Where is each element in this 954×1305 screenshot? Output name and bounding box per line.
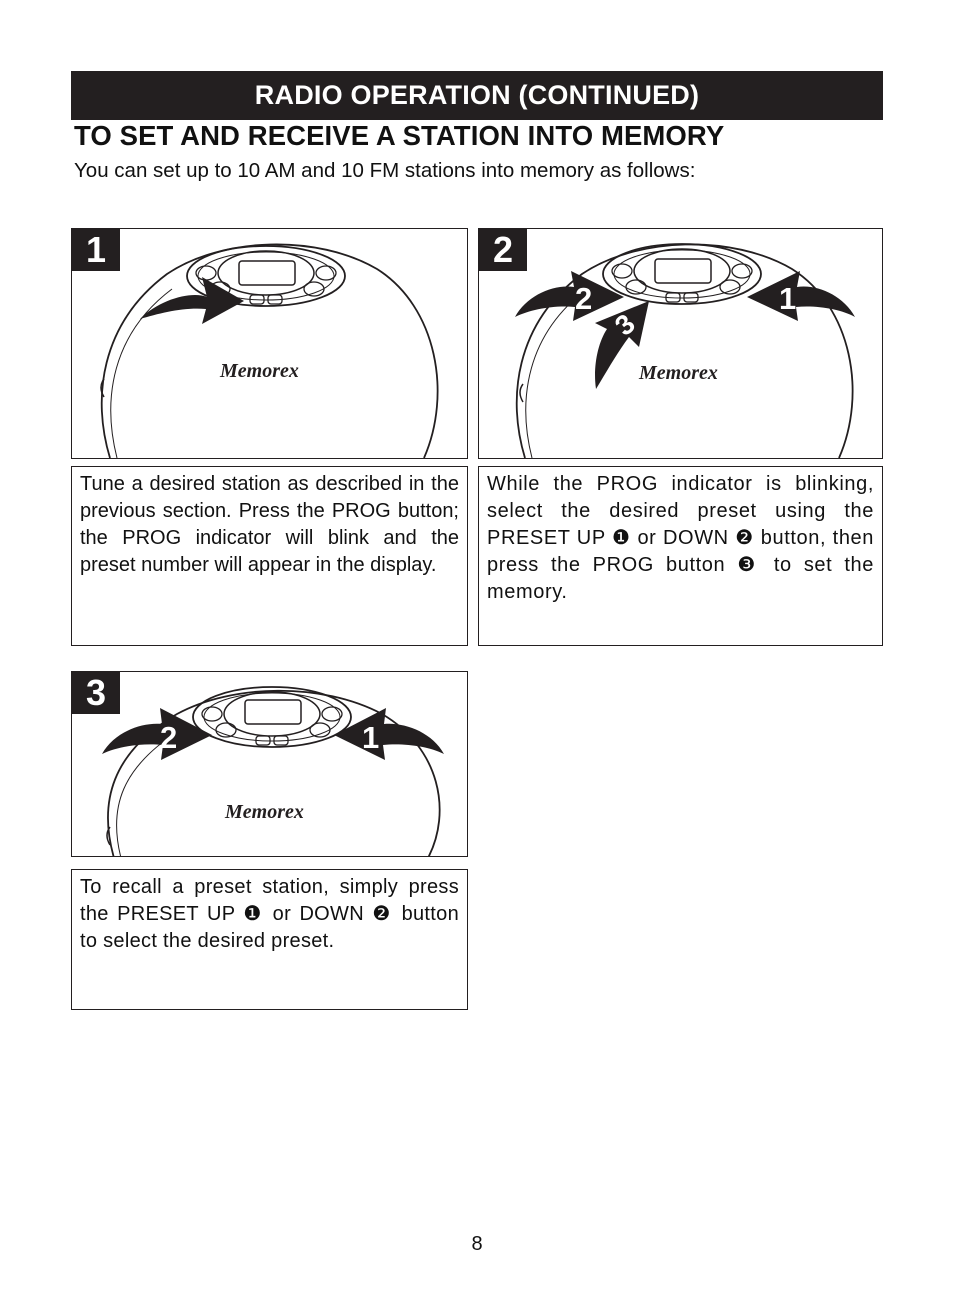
cd-player-illustration (479, 229, 883, 459)
cd-player-illustration (72, 229, 468, 459)
callout-label: 1 (362, 720, 380, 755)
step-number-badge: 1 (72, 229, 120, 271)
page-number: 8 (471, 1233, 483, 1255)
step-1-instructions: Tune a desired station as described in the previous section. Press the PROG button; the PROG indicator will blink and the preset number will appear in the display. (71, 466, 468, 646)
memorex-logo: Memorex (220, 360, 299, 382)
cd-player-illustration (72, 672, 468, 857)
memorex-logo: Memorex (639, 362, 718, 384)
memorex-logo: Memorex (225, 801, 304, 823)
step-number-badge: 2 (479, 229, 527, 271)
section-banner (71, 71, 883, 120)
callout-label: 3 (608, 307, 641, 342)
callout-label: 2 (575, 281, 593, 316)
step-2-instructions: While the PROG indicator is blinking, select the desired preset using the PRESET UP ❶ or DOWN ❷ button, then press the PROG button ❸ to set the memory. (478, 466, 883, 646)
intro-text: You can set up to 10 AM and 10 FM stations into memory as follows: (74, 159, 696, 182)
step-1-illustration (71, 228, 468, 459)
banner-title: RADIO OPERATION (CONTINUED) (254, 80, 700, 110)
callout-label: 1 (779, 281, 797, 316)
callout-label: 2 (160, 720, 178, 755)
step-3-instructions: To recall a preset station, simply press the PRESET UP ❶ or DOWN ❷ button to select the desired preset. (71, 869, 468, 1010)
step-3-illustration (71, 671, 468, 857)
page-heading: TO SET AND RECEIVE A STATION INTO MEMORY (74, 120, 725, 151)
step-2-illustration (478, 228, 883, 459)
step-number-badge: 3 (72, 672, 120, 714)
